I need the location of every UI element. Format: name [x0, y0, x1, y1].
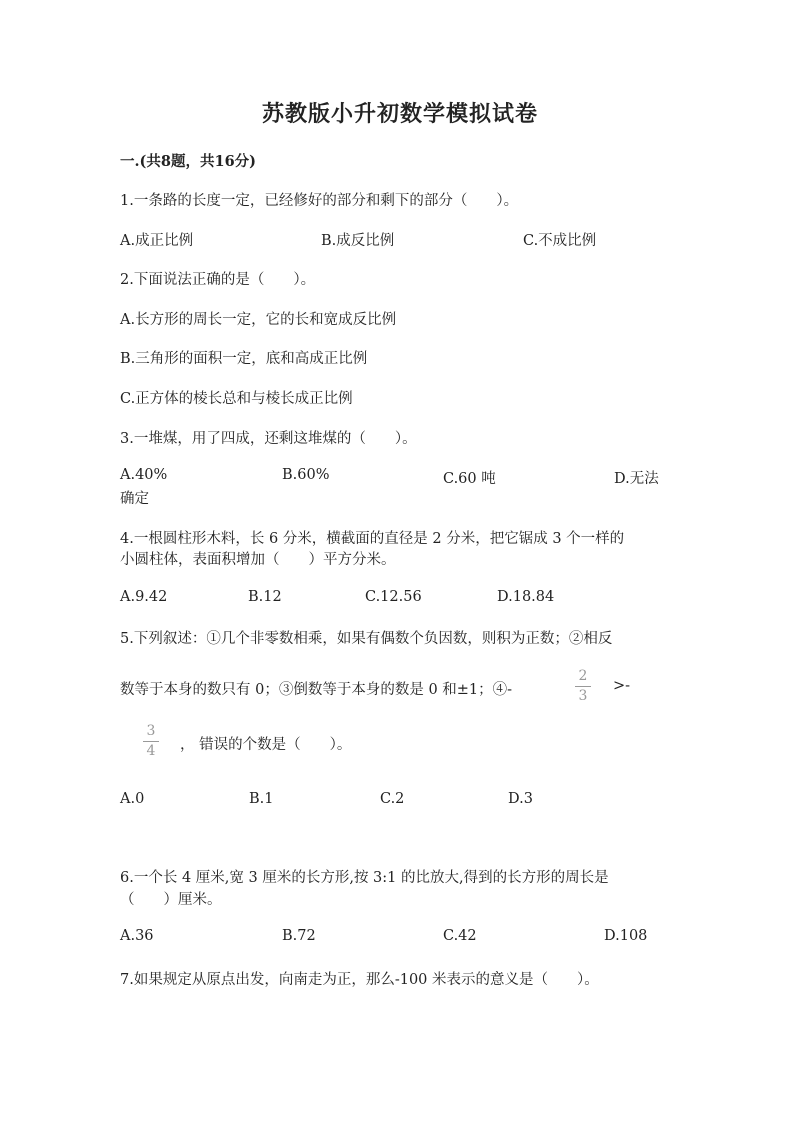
- question-5-line1: 5.下列叙述：①几个非零数相乘，如果有偶数个负因数，则积为正数；②相反: [120, 631, 613, 647]
- q6-option-b: B.72: [282, 928, 316, 944]
- q3-option-b: B.60%: [282, 467, 330, 483]
- q2-option-c: C.正方体的棱长总和与棱长成正比例: [120, 391, 353, 407]
- q2-option-a: A.长方形的周长一定，它的长和宽成反比例: [120, 312, 397, 328]
- page-title: 苏教版小升初数学模拟试卷: [261, 101, 538, 127]
- q5-option-a: A.0: [120, 791, 145, 807]
- fraction-denominator: 3: [578, 688, 588, 704]
- question-5-line2: 数等于本身的数只有 0；③倒数等于本身的数是 0 和±1；④-: [120, 682, 513, 698]
- fraction-numerator: 2: [578, 668, 588, 684]
- q3-option-d-wrap: 确定: [120, 491, 149, 507]
- greater-than-sign: >-: [613, 678, 631, 694]
- q6-option-a: A.36: [120, 928, 154, 944]
- question-4-line2: 小圆柱体，表面积增加（ ）平方分米。: [120, 552, 396, 568]
- fraction-bar: [575, 686, 591, 687]
- q2-option-b: B.三角形的面积一定，底和高成正比例: [120, 351, 368, 367]
- question-4-line1: 4.一根圆柱形木料，长 6 分米，横截面的直径是 2 分米，把它锯成 3 个一样的: [120, 531, 625, 547]
- q4-option-c: C.12.56: [365, 589, 422, 605]
- q1-option-c: C.不成比例: [523, 233, 597, 249]
- section-heading: 一.(共8题，共16分): [120, 153, 257, 170]
- q4-option-b: B.12: [248, 589, 282, 605]
- fraction-numerator: 3: [146, 723, 156, 739]
- question-6-line2: （ ）厘米。: [120, 892, 222, 908]
- question-7: 7.如果规定从原点出发，向南走为正，那么-100 米表示的意义是（ ）。: [120, 972, 599, 988]
- q4-option-a: A.9.42: [120, 589, 168, 605]
- q5-option-d: D.3: [508, 791, 533, 807]
- fraction-bar: [143, 741, 159, 742]
- q5-option-b: B.1: [249, 791, 274, 807]
- fraction-two-thirds: [575, 668, 591, 705]
- question-1: 1.一条路的长度一定，已经修好的部分和剩下的部分（ ）。: [120, 193, 519, 209]
- q6-option-d: D.108: [604, 928, 648, 944]
- q5-option-c: C.2: [380, 791, 405, 807]
- q3-option-d: D.无法: [614, 471, 659, 487]
- question-5-line3: ， 错误的个数是（ ）。: [180, 737, 352, 753]
- q6-option-c: C.42: [443, 928, 477, 944]
- question-6-line1: 6.一个长 4 厘米,宽 3 厘米的长方形,按 3:1 的比放大,得到的长方形的周长是: [120, 870, 609, 886]
- fraction-denominator: 4: [146, 743, 156, 759]
- q3-option-c: C.60 吨: [443, 471, 496, 487]
- q1-option-b: B.成反比例: [321, 233, 395, 249]
- q1-option-a: A.成正比例: [120, 233, 194, 249]
- q3-option-a: A.40%: [120, 467, 168, 483]
- fraction-three-quarters: [143, 723, 159, 760]
- question-3: 3.一堆煤，用了四成，还剩这堆煤的（ ）。: [120, 431, 417, 447]
- q4-option-d: D.18.84: [497, 589, 555, 605]
- question-2: 2.下面说法正确的是（ ）。: [120, 272, 316, 288]
